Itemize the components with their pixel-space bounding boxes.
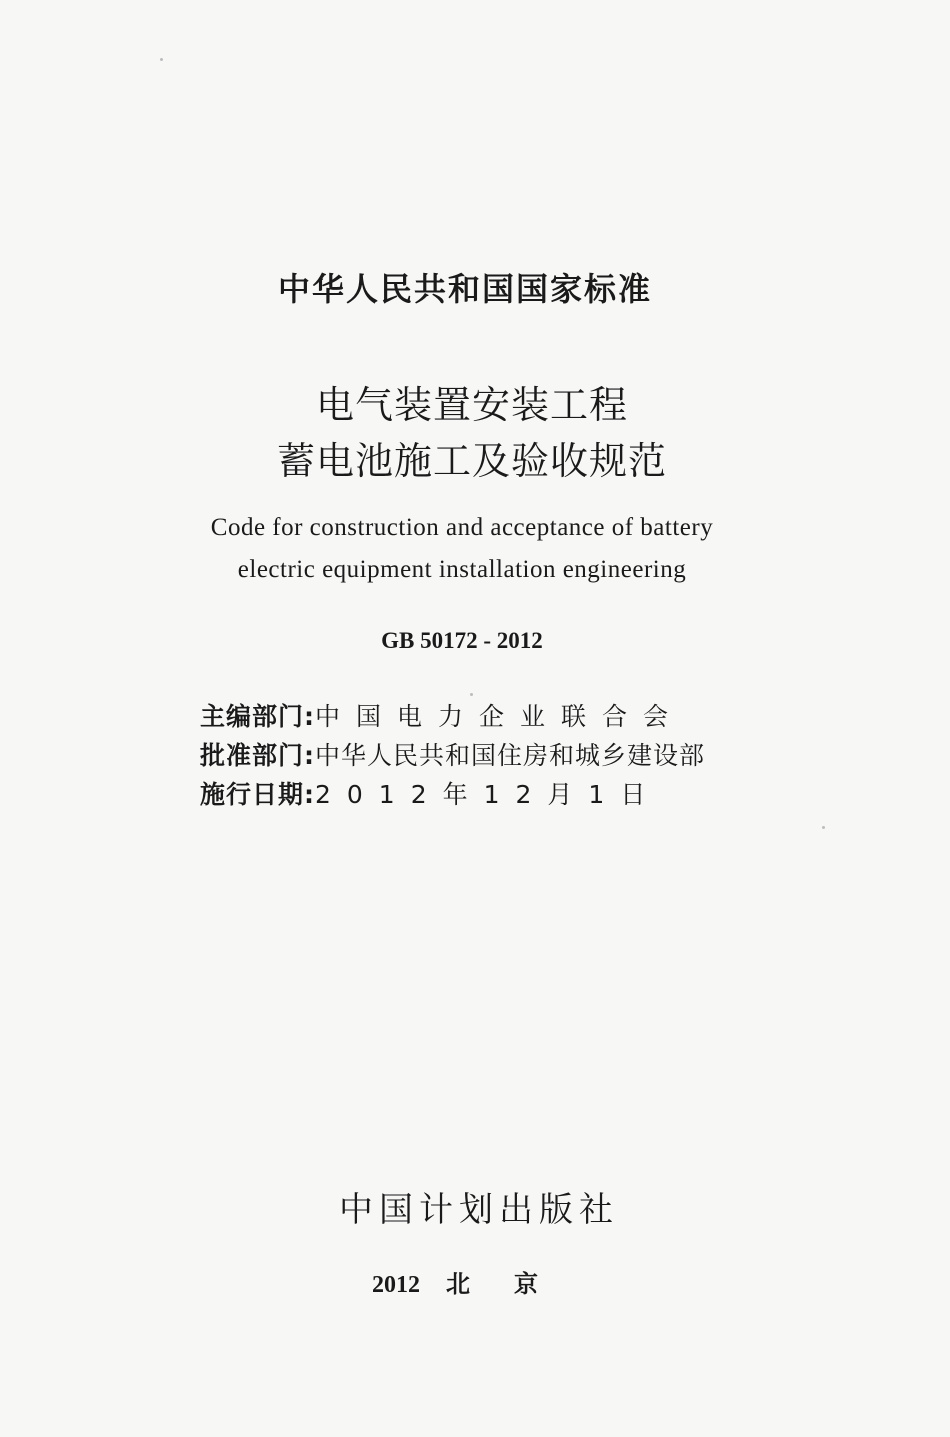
approver-value: 中华人民共和国住房和城乡建设部 <box>315 741 706 770</box>
publication-city: 北京 <box>446 1269 582 1298</box>
approver-label: 批准部门: <box>200 741 315 770</box>
effective-date-value: 2012年12月1日 <box>315 780 662 809</box>
editor-value: 中国电力企业联合会 <box>315 702 685 731</box>
scan-speck <box>822 826 825 829</box>
scan-speck <box>470 693 473 696</box>
title-en-line1: Code for construction and acceptance of battery <box>210 514 714 541</box>
title-cn-line2: 蓄电池施工及验收规范 <box>276 439 667 483</box>
editor-row <box>200 697 740 733</box>
standard-header: 中华人民共和国国家标准 <box>277 270 652 308</box>
title-cn-line1: 电气装置安装工程 <box>315 383 628 427</box>
scan-speck <box>160 58 163 61</box>
standard-number: GB 50172 - 2012 <box>381 628 543 653</box>
effective-date-label: 施行日期: <box>200 780 315 809</box>
editor-label: 主编部门: <box>200 702 315 731</box>
publication-year: 2012 <box>372 1272 420 1298</box>
effective-date-row <box>200 775 740 811</box>
publication-line <box>2 1264 950 1299</box>
approver-row <box>200 736 740 772</box>
title-en-line2: electric equipment installation engineering <box>237 556 687 583</box>
publisher: 中国计划出版社 <box>339 1190 619 1230</box>
